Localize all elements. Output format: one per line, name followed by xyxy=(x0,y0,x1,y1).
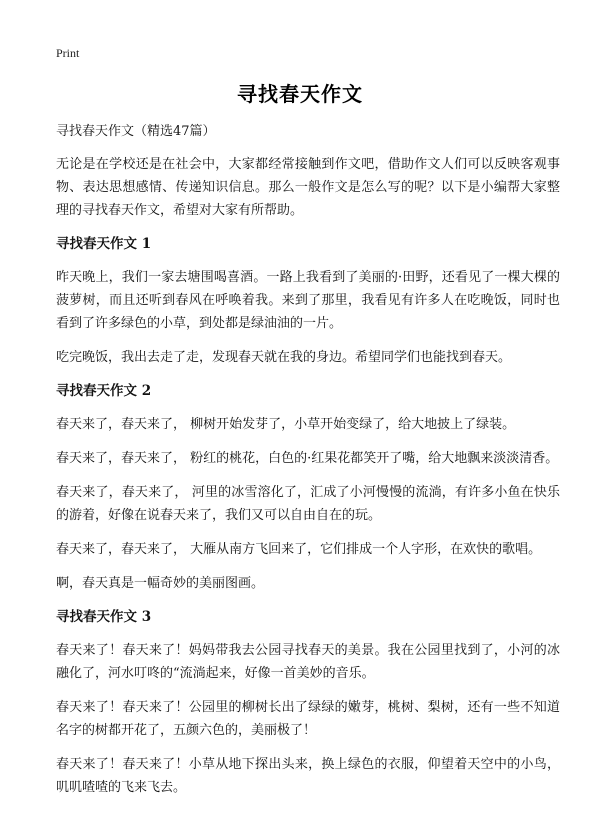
intro-paragraph: 无论是在学校还是在社会中，大家都经常接触到作文吧，借助作文人们可以反映客观事物、表达思想感情、传递知识信息。那么一般作文是怎么写的呢？以下是小编帮大家整理的寻找春天作文，希望对大家有所帮助。 xyxy=(56,157,560,218)
section-heading: 寻找春天作文 3 xyxy=(56,609,152,625)
article-subtitle: 寻找春天作文（精选47篇） xyxy=(56,124,216,139)
print-link[interactable]: Print xyxy=(56,46,80,60)
section-heading: 寻找春天作文 1 xyxy=(56,236,152,252)
paragraph: 春天来了！春天来了！小草从地下探出头来，换上绿色的衣服，仰望着天空中的小鸟，叽叽喳喳的飞来飞去。 xyxy=(56,757,560,795)
essay-section-1 xyxy=(56,233,560,369)
essay-section-3 xyxy=(56,606,560,799)
paragraph: 啊，春天真是一幅奇妙的美丽图画。 xyxy=(56,576,265,591)
paragraph: 春天来了，春天来了， 柳树开始发芽了，小草开始变绿了，给大地披上了绿装。 xyxy=(56,417,516,432)
section-heading: 寻找春天作文 2 xyxy=(56,383,152,399)
article-body xyxy=(56,120,560,810)
paragraph: 春天来了！春天来了！妈妈带我去公园寻找春天的美景。我在公园里找到了，小河的冰融化了，河水叮咚的“流淌起来，好像一首美妙的音乐。 xyxy=(56,643,560,681)
essay-section-2 xyxy=(56,380,560,595)
paragraph: 春天来了，春天来了， 河里的冰雪溶化了，汇成了小河慢慢的流淌，有许多小鱼在快乐的游着，好像在说春天来了，我们又可以自由自在的玩。 xyxy=(56,485,560,523)
paragraph: 春天来了！春天来了！公园里的柳树长出了绿绿的嫩芽，桃树、梨树，还有一些不知道名字的树都开花了，五颜六色的，美丽极了！ xyxy=(56,700,560,738)
page-title: 寻找春天作文 xyxy=(237,82,363,106)
paragraph: 春天来了，春天来了， 粉红的桃花，白色的·红果花都笑开了嘴，给大地飘来淡淡清香。 xyxy=(56,451,559,466)
paragraph: 昨天晚上，我们一家去塘围喝喜酒。一路上我看到了美丽的·田野，还看见了一棵大棵的菠萝树，而且还听到春风在呼唤着我。来到了那里，我看见有许多人在吃晚饭，同时也看到了许多绿色的小草，到处都是绿油油的一片。 xyxy=(56,270,560,331)
paragraph: 吃完晚饭，我出去走了走，发现春天就在我的身边。希望同学们也能找到春天。 xyxy=(56,350,512,365)
paragraph: 春天来了，春天来了， 大雁从南方飞回来了，它们排成一个人字形，在欢快的歌唱。 xyxy=(56,542,542,557)
